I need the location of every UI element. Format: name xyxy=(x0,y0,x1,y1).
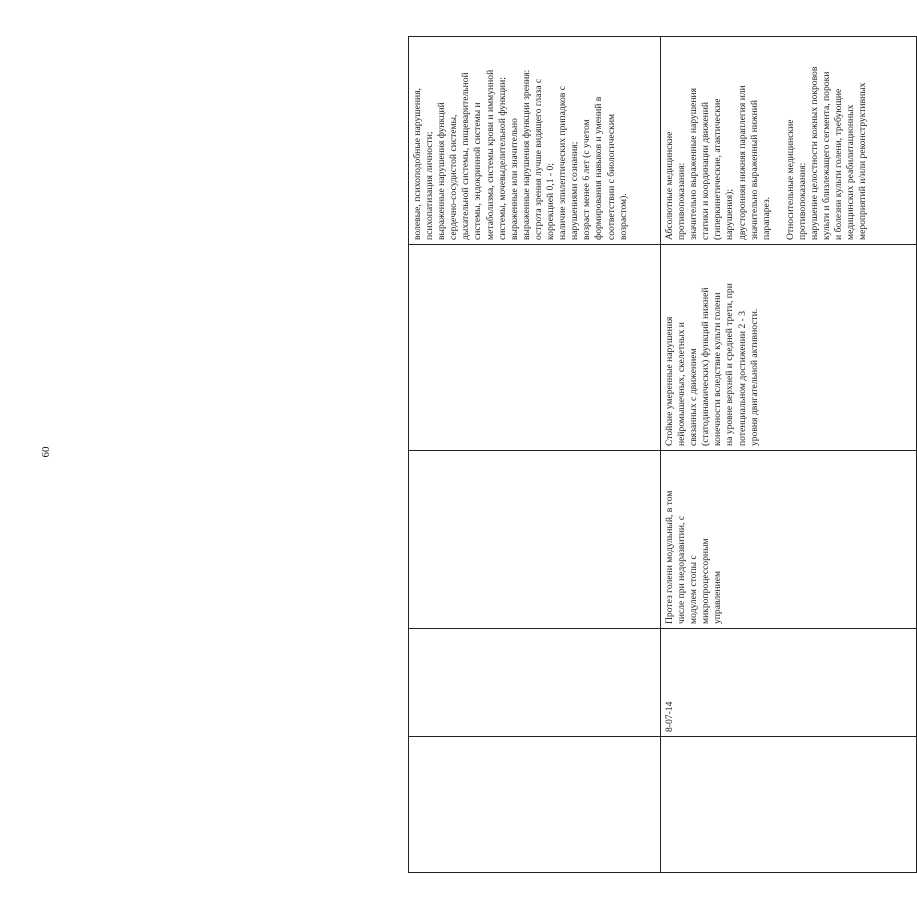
cell-code xyxy=(661,629,917,737)
cell-contraindications: Абсолютные медицинские противопоказания: значительно выраженные нарушения статики и координации движений (гиперкинетические, атактические нарушения); двусторонняя нижняя параплегия или значительно выраженный нижний парапарез. Относительные медицинские противопоказания: нарушение целостности кожных покровов культи и близлежащего сегмента, пороки и болезни культи голени, требующие медицинских реабилитационных мероприятий и/или реконструктивных xyxy=(661,37,917,245)
cell-contraindications-continued: волевые, психоподобные нарушения, психопатизация личности; выраженные нарушения функций сердечно-сосудистой системы, дыхательной системы, пищеварительной системы, эндокринной системы и метаболизма, системы крови и иммунной системы, мочевыделительной функции; выраженные или значительно выраженные нарушения функции зрения: острота зрения лучше видящего глаза с коррекцией 0,1 - 0; наличие эпилептических припадков с нарушениями сознания; возраст менее 6 лет (с учетом формирования навыков и умений в соответствии с биологическим возрастом). xyxy=(409,37,661,245)
rotated-table-container xyxy=(408,37,916,873)
cell-empty xyxy=(409,245,661,451)
cell-empty xyxy=(409,737,661,873)
paragraph-gap xyxy=(773,41,785,240)
table-row xyxy=(409,37,661,873)
cell-device-name: Протез голени модульный, в том числе при недоразвитии, с модулем стопы с микропроцессорным управлением xyxy=(661,451,917,629)
table-row xyxy=(661,37,917,873)
medical-devices-table xyxy=(408,36,917,873)
cell-empty xyxy=(409,451,661,629)
cell-empty xyxy=(661,737,917,873)
page-number: 60 xyxy=(40,446,52,458)
device-code: 8-07-14 xyxy=(664,701,675,732)
cell-empty xyxy=(409,629,661,737)
cell-indications: Стойкие умеренные нарушения нейромышечных, скелетных и связанных с движением (статодинамических) функций нижней конечности вследствие культи голени на уровне верхней и средней трети, при потенциальном достижении 2 - 3 уровня двигательной активности. xyxy=(661,245,917,451)
